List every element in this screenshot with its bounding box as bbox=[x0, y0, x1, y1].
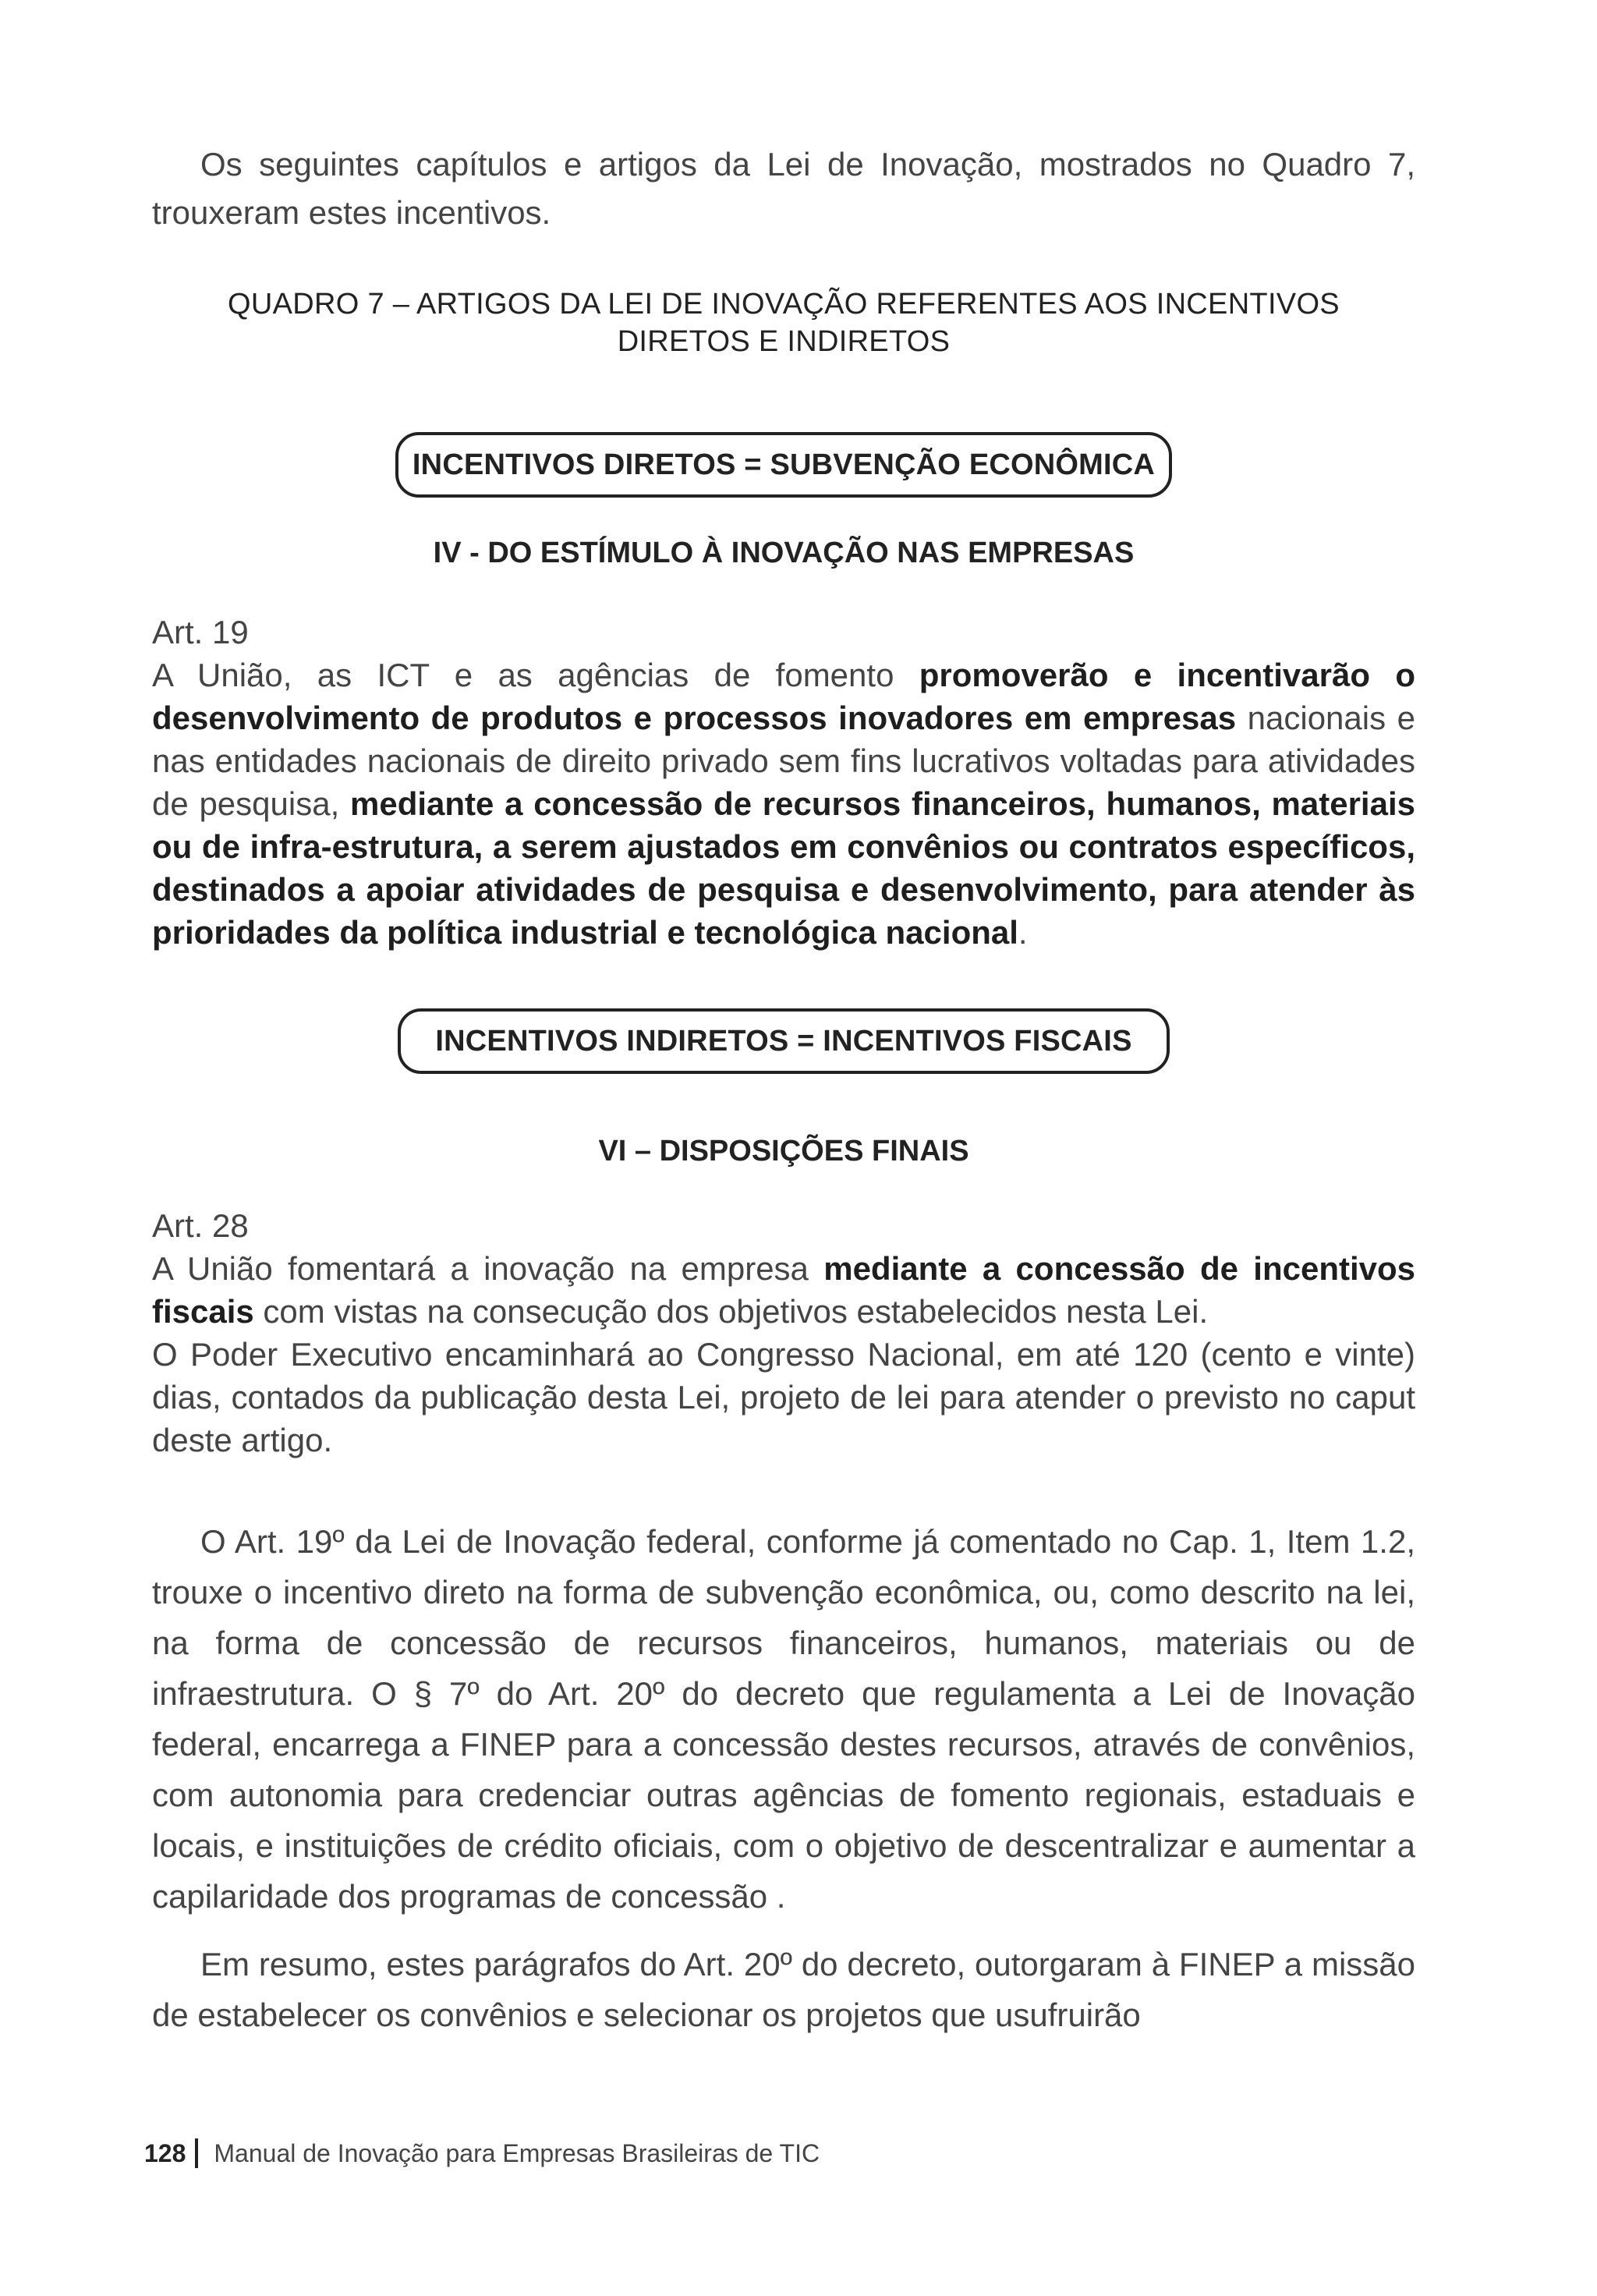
box-incentivos-indiretos-label: INCENTIVOS INDIRETOS = INCENTIVOS FISCAIS bbox=[398, 1008, 1169, 1074]
book-title: Manual de Inovação para Empresas Brasileiras de TIC bbox=[214, 2138, 820, 2167]
article-19-bold-2: mediante a concessão de recursos financeiros, humanos, materiais ou de infra-estrutura, a serem ajustados em convênios ou contratos específicos, destinados a apoiar atividades de pesquisa e desenvolvimento, para atender às prioridades da política industrial e tecnológica nacional bbox=[152, 785, 1415, 951]
page-content bbox=[152, 140, 1415, 2040]
page-number: 128 bbox=[144, 2138, 186, 2167]
section-heading-vi: VI – DISPOSIÇÕES FINAIS bbox=[598, 1135, 969, 1167]
article-28 bbox=[152, 1204, 1415, 1462]
article-19 bbox=[152, 611, 1415, 954]
article-28-bold-1: mediante a concessão de incentivos fiscais bbox=[152, 1250, 1415, 1330]
intro-paragraph: Os seguintes capítulos e artigos da Lei de Inovação, mostrados no Quadro 7, trouxeram estes incentivos. bbox=[152, 146, 1415, 231]
article-19-text-3: . bbox=[1018, 914, 1028, 951]
body-paragraph-2: Em resumo, estes parágrafos do Art. 20º do decreto, outorgaram à FINEP a missão de estabelecer os convênios e selecionar os projetos que usufruirão bbox=[152, 1946, 1415, 2033]
box-incentivos-diretos-label: INCENTIVOS DIRETOS = SUBVENÇÃO ECONÔMICA bbox=[395, 432, 1172, 498]
body-paragraph-1: O Art. 19º da Lei de Inovação federal, conforme já comentado no Cap. 1, Item 1.2, trouxe o incentivo direto na forma de subvenção econômica, ou, como descrito na lei, na forma de concessão de recursos financeiros, humanos, materiais ou de infraestrutura. O § 7º do Art. 20º do decreto que regulamenta a Lei de Inovação federal, encarrega a FINEP para a concessão destes recursos, através de convênios, com autonomia para credenciar outras agências de fomento regionais, estaduais e locais, e instituições de crédito oficiais, com o objetivo de descentralizar e aumentar a capilaridade dos programas de concessão . bbox=[152, 1523, 1415, 1915]
quadro-title: QUADRO 7 – ARTIGOS DA LEI DE INOVAÇÃO REFERENTES AOS INCENTIVOS DIRETOS E INDIRETOS bbox=[228, 288, 1340, 358]
article-28-text-1: A União fomentará a inovação na empresa bbox=[152, 1250, 824, 1287]
article-19-text-2: nacionais e nas entidades nacionais de direito privado sem fins lucrativos voltadas para atividades de pesquisa, bbox=[152, 700, 1415, 822]
box-incentivos-indiretos bbox=[152, 1008, 1415, 1074]
section-heading-iv: IV - DO ESTÍMULO À INOVAÇÃO NAS EMPRESAS bbox=[433, 537, 1135, 569]
box-incentivos-diretos bbox=[152, 432, 1415, 498]
article-19-bold-1: promoverão e incentivarão o desenvolvimento de produtos e processos inovadores em empresas bbox=[152, 657, 1415, 736]
article-28-text-2: com vistas na consecução dos objetivos estabelecidos nesta Lei. bbox=[253, 1293, 1209, 1330]
footer-divider bbox=[195, 2138, 198, 2168]
page-footer bbox=[144, 2138, 820, 2168]
article-28-text-3: O Poder Executivo encaminhará ao Congresso Nacional, em até 120 (cento e vinte) dias, contados da publicação desta Lei, projeto de lei para atender o previsto no caput deste artigo. bbox=[152, 1336, 1415, 1458]
article-19-text-1: A União, as ICT e as agências de fomento bbox=[152, 657, 919, 693]
article-19-label: Art. 19 bbox=[152, 614, 249, 650]
article-28-label: Art. 28 bbox=[152, 1207, 249, 1244]
